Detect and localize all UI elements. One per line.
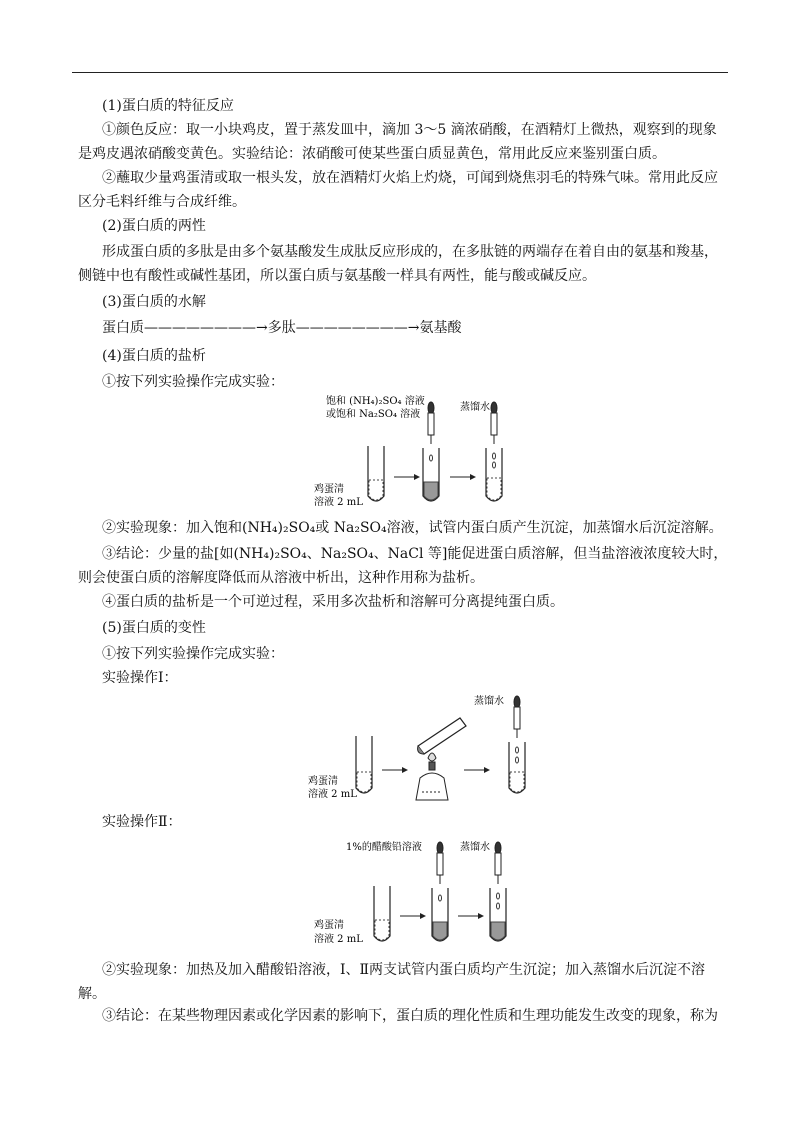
- section-1-paragraph-2: ②蘸取少量鸡蛋清或取一根头发，放在酒精灯火焰上灼烧，可闻到烧焦羽毛的特殊气味。常用此反应区分毛料纤维与合成纤维。: [78, 170, 718, 210]
- section-1-paragraph-1: ①颜色反应：取一小块鸡皮，置于蒸发皿中，滴加 3～5 滴浓硝酸，在酒精灯上微热，观察到的现象是鸡皮遇浓硝酸变黄色。实验结论：浓硝酸可使某些蛋白质显黄色，常用此反应来鉴别蛋白质。: [78, 122, 717, 162]
- section-4-title: (4)蛋白质的盐析: [102, 348, 206, 364]
- section-3-title: (3)蛋白质的水解: [102, 294, 206, 310]
- section-4-step-3: ③结论：少量的盐[如(NH₄)₂SO₄、Na₂SO₄、NaCl 等]能促进蛋白质溶解，但当盐溶液浓度较大时，则会使蛋白质的溶解度降低而从溶液中析出，这种作用称为盐析。: [78, 546, 728, 586]
- section-5-step-2: ②实验现象：加热及加入醋酸铅溶液，Ⅰ、Ⅱ两支试管内蛋白质均产生沉淀；加入蒸馏水后沉淀不溶解。: [78, 962, 706, 1002]
- test-tube-2-icon: [423, 448, 439, 501]
- hydrolysis-equation: 蛋白质————————→多肽————————→氨基酸: [102, 320, 462, 336]
- arrow-1-head: [402, 767, 408, 773]
- test-tube-1-icon: [356, 736, 372, 793]
- fig3-sample-label-line2: 溶液 2 mL: [314, 934, 363, 945]
- arrow-1-head: [420, 913, 426, 919]
- salting-out-figure: [300, 392, 530, 510]
- alcohol-lamp-icon: [416, 753, 448, 800]
- arrow-2-head: [484, 767, 490, 773]
- section-2-title: (2)蛋白质的两性: [102, 218, 206, 234]
- dropper-1-icon: [428, 402, 434, 444]
- section-5-title: (5)蛋白质的变性: [102, 620, 206, 636]
- section-4-step-2: ②实验现象：加入饱和(NH₄)₂SO₄或 Na₂SO₄溶液，试管内蛋白质产生沉淀，加蒸馏水后沉淀溶解。: [102, 520, 723, 536]
- arrow-2-head: [470, 474, 476, 480]
- lead-acetate-figure: [310, 836, 540, 952]
- fig1-sample-label-line2: 溶液 2 mL: [314, 497, 363, 508]
- dropper-2-icon: [495, 842, 501, 884]
- heated-tube-icon: [418, 718, 466, 754]
- heating-figure: [298, 688, 538, 804]
- section-5-step-1: ①按下列实验操作完成实验：: [102, 646, 284, 662]
- fig1-water-label: 蒸馏水: [460, 402, 490, 413]
- fig3-sample-label-line1: 鸡蛋清: [314, 920, 344, 931]
- test-tube-2-icon: [432, 888, 448, 941]
- dropper-2-icon: [491, 402, 497, 444]
- fig1-reagent-label-line2: 或饱和 Na₂SO₄ 溶液: [326, 409, 421, 420]
- fig2-water-label: 蒸馏水: [474, 696, 504, 707]
- test-tube-3-icon: [486, 448, 502, 501]
- section-4-step-4: ④蛋白质的盐析是一个可逆过程，采用多次盐析和溶解可分离提纯蛋白质。: [102, 594, 564, 610]
- test-tube-1-icon: [374, 886, 390, 941]
- header-rule: [72, 72, 728, 73]
- fig2-sample-label-line1: 鸡蛋清: [308, 776, 338, 787]
- section-2-paragraph: 形成蛋白质的多肽是由多个氨基酸发生成肽反应形成的，在多肽链的两端存在着自由的氨基和羧基，侧链中也有酸性或碱性基团，所以蛋白质与氨基酸一样具有两性，能与酸或碱反应。: [78, 244, 718, 284]
- section-4-step-1: ①按下列实验操作完成实验：: [102, 374, 284, 390]
- dropper-1-icon: [437, 842, 443, 884]
- arrow-2-head: [478, 913, 484, 919]
- dropper-icon: [514, 696, 520, 738]
- arrow-1-head: [414, 474, 420, 480]
- fig2-sample-label-line2: 溶液 2 mL: [308, 789, 357, 800]
- fig1-sample-label-line1: 鸡蛋清: [314, 484, 344, 495]
- section-5-step-3: ③结论：在某些物理因素或化学因素的影响下，蛋白质的理化性质和生理功能发生改变的现象，称为: [102, 1008, 718, 1024]
- fig1-reagent-label-line1: 饱和 (NH₄)₂SO₄ 溶液: [326, 396, 425, 407]
- section-1-title: (1)蛋白质的特征反应: [102, 98, 234, 114]
- fig3-reagent-label: 1%的醋酸铅溶液: [346, 842, 422, 853]
- test-tube-1-icon: [368, 446, 384, 501]
- fig3-water-label: 蒸馏水: [460, 842, 490, 853]
- operation-1-label: 实验操作Ⅰ：: [102, 670, 178, 686]
- operation-2-label: 实验操作Ⅱ：: [102, 814, 182, 830]
- test-tube-3-icon: [490, 888, 506, 941]
- test-tube-2-icon: [509, 742, 525, 793]
